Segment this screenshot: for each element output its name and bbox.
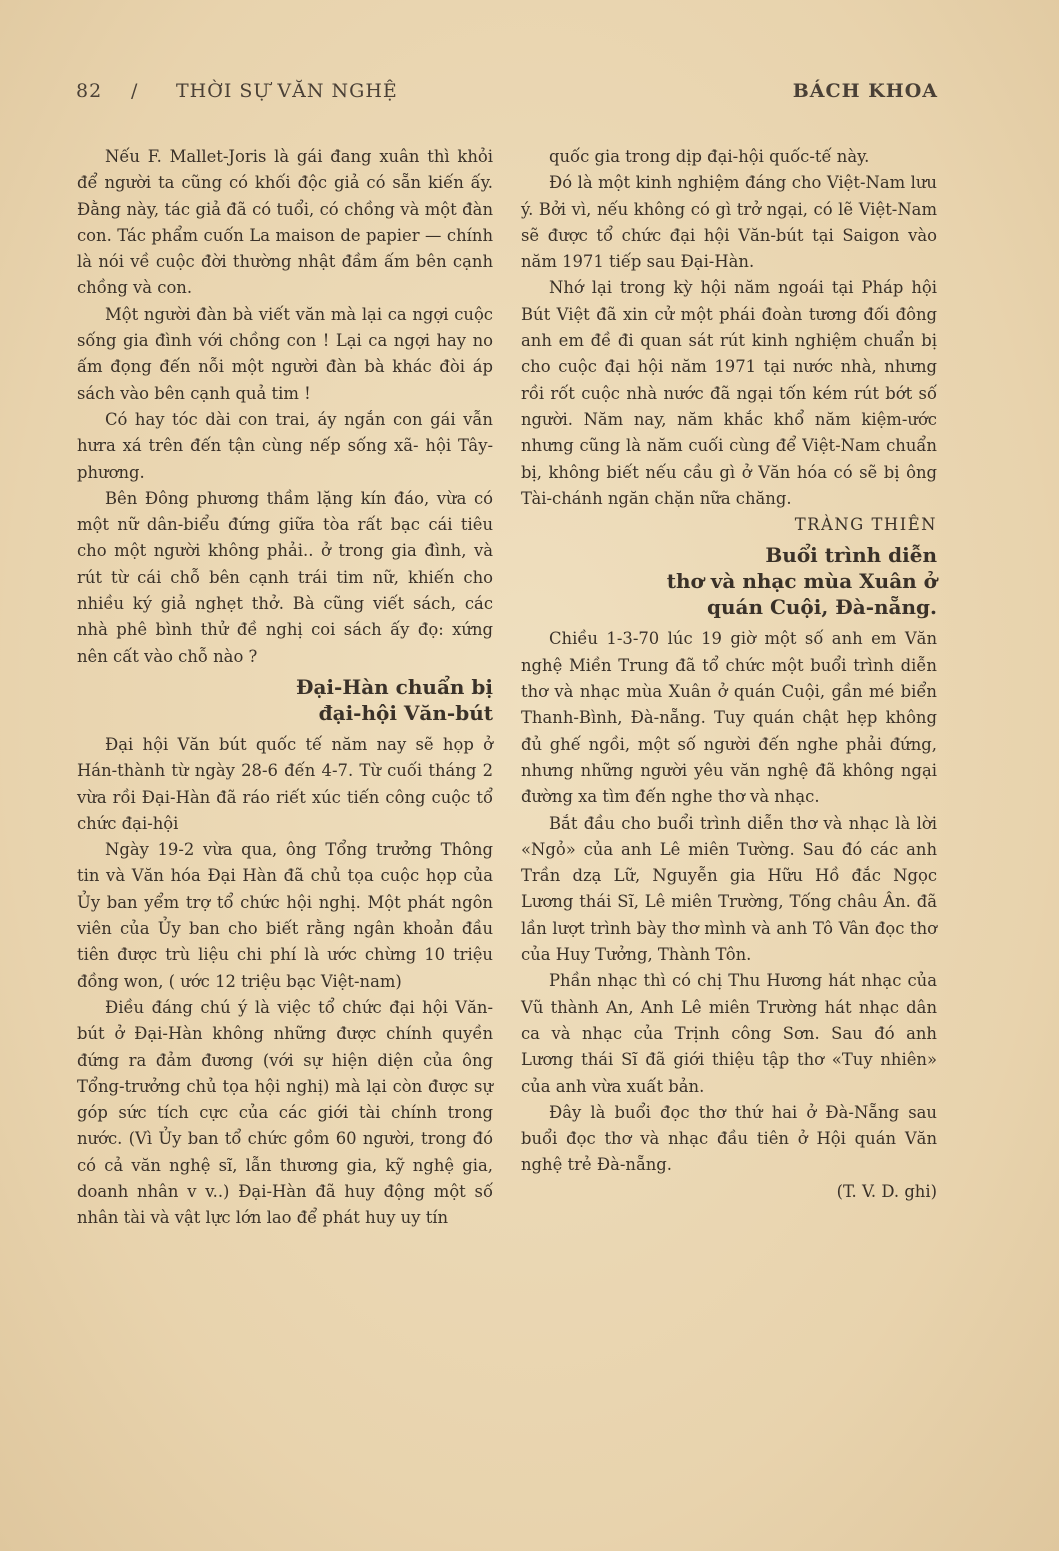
author-byline: TRÀNG THIÊN [794, 515, 937, 535]
signature: (T. V. D. ghi) [836, 1181, 937, 1201]
section-title: THỜI SỰ VĂN NGHỆ [176, 80, 398, 102]
article-heading [77, 674, 493, 726]
paragraph: Điều đáng chú ý là việc tổ chức đại hội Văn-bút ở Đại-Hàn không những được chính quyền đứng ra đảm đương (với sự hiện diện của ông Tổng-trưởng chủ tọa hội nghị) mà lại còn được sự góp sức tích cực của các giới tài chính trong nước. (Vì Ủy ban tổ chức gồm 60 người, trong đó có cả văn nghệ sĩ, lẫn thương gia, kỹ nghệ gia, doanh nhân v v..) Đại-Hàn đã huy động một số nhân tài và vật lực lớn lao để phát huy uy tín [77, 997, 493, 1228]
journal-name: BÁCH KHOA [792, 80, 938, 102]
heading-line: Đại-Hàn chuẩn bị [295, 674, 493, 699]
heading-line: Buổi trình diễn [765, 543, 937, 568]
right-column [521, 144, 937, 1205]
paragraph: Đó là một kinh nghiệm đáng cho Việt-Nam lưu ý. Bởi vì, nếu không có gì trở ngại, có lẽ Việt-Nam sẽ được tổ chức đại hội Văn-bút tại Saigon vào năm 1971 tiếp sau Đại-Hàn. [521, 173, 937, 272]
heading-line: đại-hội Văn-bút [318, 700, 493, 725]
paragraph: Đây là buổi đọc thơ thứ hai ở Đà-Nẵng sau buổi đọc thơ và nhạc đầu tiên ở Hội quán Văn nghệ trẻ Đà-nẵng. [521, 1102, 937, 1175]
heading-line: thơ và nhạc mùa Xuân ở [666, 569, 937, 594]
article-heading [521, 542, 937, 620]
heading-line: quán Cuội, Đà-nẵng. [706, 595, 937, 620]
page-number: 82 [76, 80, 103, 102]
left-column [77, 144, 493, 1232]
paragraph: quốc gia trong dịp đại-hội quốc-tế này. [549, 147, 870, 166]
paragraph: Ngày 19-2 vừa qua, ông Tổng trưởng Thông tin và Văn hóa Đại Hàn đã chủ tọa cuộc họp của Ủy ban yểm trợ tổ chức hội nghị. Một phát ngôn viên của Ủy ban cho biết rằng ngân khoản đầu tiên được trù liệu chi phí là ước chừng 10 triệu đồng won, ( ước 12 triệu bạc Việt-nam) [77, 840, 493, 991]
paragraph: Một người đàn bà viết văn mà lại ca ngợi cuộc sống gia đình với chồng con ! Lại ca ngợi hay no ấm đọng đến nỗi một người đàn bà khác đòi áp sách vào bên cạnh quả tim ! [77, 304, 493, 403]
header-separator: / [131, 80, 139, 102]
page-header [76, 80, 938, 110]
paragraph: Có hay tóc dài con trai, áy ngắn con gái vẫn hưra xá trên đến tận cùng nếp sống xã- hội Tây-phương. [77, 409, 493, 482]
paragraph: Chiều 1-3-70 lúc 19 giờ một số anh em Văn nghệ Miền Trung đã tổ chức một buổi trình diễn thơ và nhạc mùa Xuân ở quán Cuội, gần mé biển Thanh-Bình, Đà-nẵng. Tuy quán chật hẹp không đủ ghế ngồi, một số người đến nghe phải đứng, nhưng những người yêu văn nghệ đã không ngại đường xa tìm đến nghe thơ và nhạc. [521, 629, 937, 807]
paragraph: Phần nhạc thì có chị Thu Hương hát nhạc của Vũ thành An, Anh Lê miên Trường hát nhạc dân ca và nhạc của Trịnh công Sơn. Sau đó anh Lương thái Sĩ đã giới thiệu tập thơ «Tuy nhiên» của anh vừa xuất bản. [521, 971, 937, 1096]
paragraph: Bên Đông phương thầm lặng kín đáo, vừa có một nữ dân-biểu đứng giữa tòa rất bạc cái tiêu cho một người không phải.. ở trong gia đình, và rút từ cái chỗ bên cạnh trái tim nữ, khiến cho nhiều ký giả nghẹt thở. Bà cũng viết sách, các nhà phê bình thử đề nghị coi sách ấy đọ: xứng nên cất vào chỗ nào ? [77, 488, 493, 666]
paragraph: Đại hội Văn bút quốc tế năm nay sẽ họp ở Hán-thành từ ngày 28-6 đến 4-7. Từ cuối tháng 2 vừa rồi Đại-Hàn đã ráo riết xúc tiến công cuộc tổ chức đại-hội [77, 734, 493, 833]
paragraph: Nhớ lại trong kỳ hội năm ngoái tại Pháp hội Bút Việt đã xin cử một phái đoàn tương đối đông anh em đề đi quan sát rút kinh nghiệm chuẩn bị cho cuộc đại hội năm 1971 tại nước nhà, nhưng rồi rốt cuộc nhà nước đã ngại tốn kém rút bớt số người. Năm nay, năm khắc khổ năm kiệm-ước nhưng cũng là năm cuối cùng để Việt-Nam chuẩn bị, không biết nếu cầu gì ở Văn hóa có sẽ bị ông Tài-chánh ngăn chặn nữa chăng. [521, 278, 937, 508]
paragraph: Bắt đầu cho buổi trình diễn thơ và nhạc là lời «Ngỏ» của anh Lê miên Tường. Sau đó các anh Trần dzạ Lữ, Nguyễn gia Hữu Hồ đắc Ngọc Lương thái Sĩ, Lê miên Trường, Tống châu Ân. đã lần lượt trình bày thơ mình và anh Tô Vân đọc thơ của Huy Tưởng, Thành Tôn. [521, 813, 937, 965]
paragraph: Nếu F. Mallet-Joris là gái đang xuân thì khỏi để người ta cũng có khối độc giả có sẵn kiến ấy. Đằng này, tác giả đã có tuổi, có chồng và một đàn con. Tác phẩm cuốn La maison de papier — chính là nói về cuộc đời thường nhật đầm ấm bên cạnh chồng và con. [77, 147, 493, 298]
